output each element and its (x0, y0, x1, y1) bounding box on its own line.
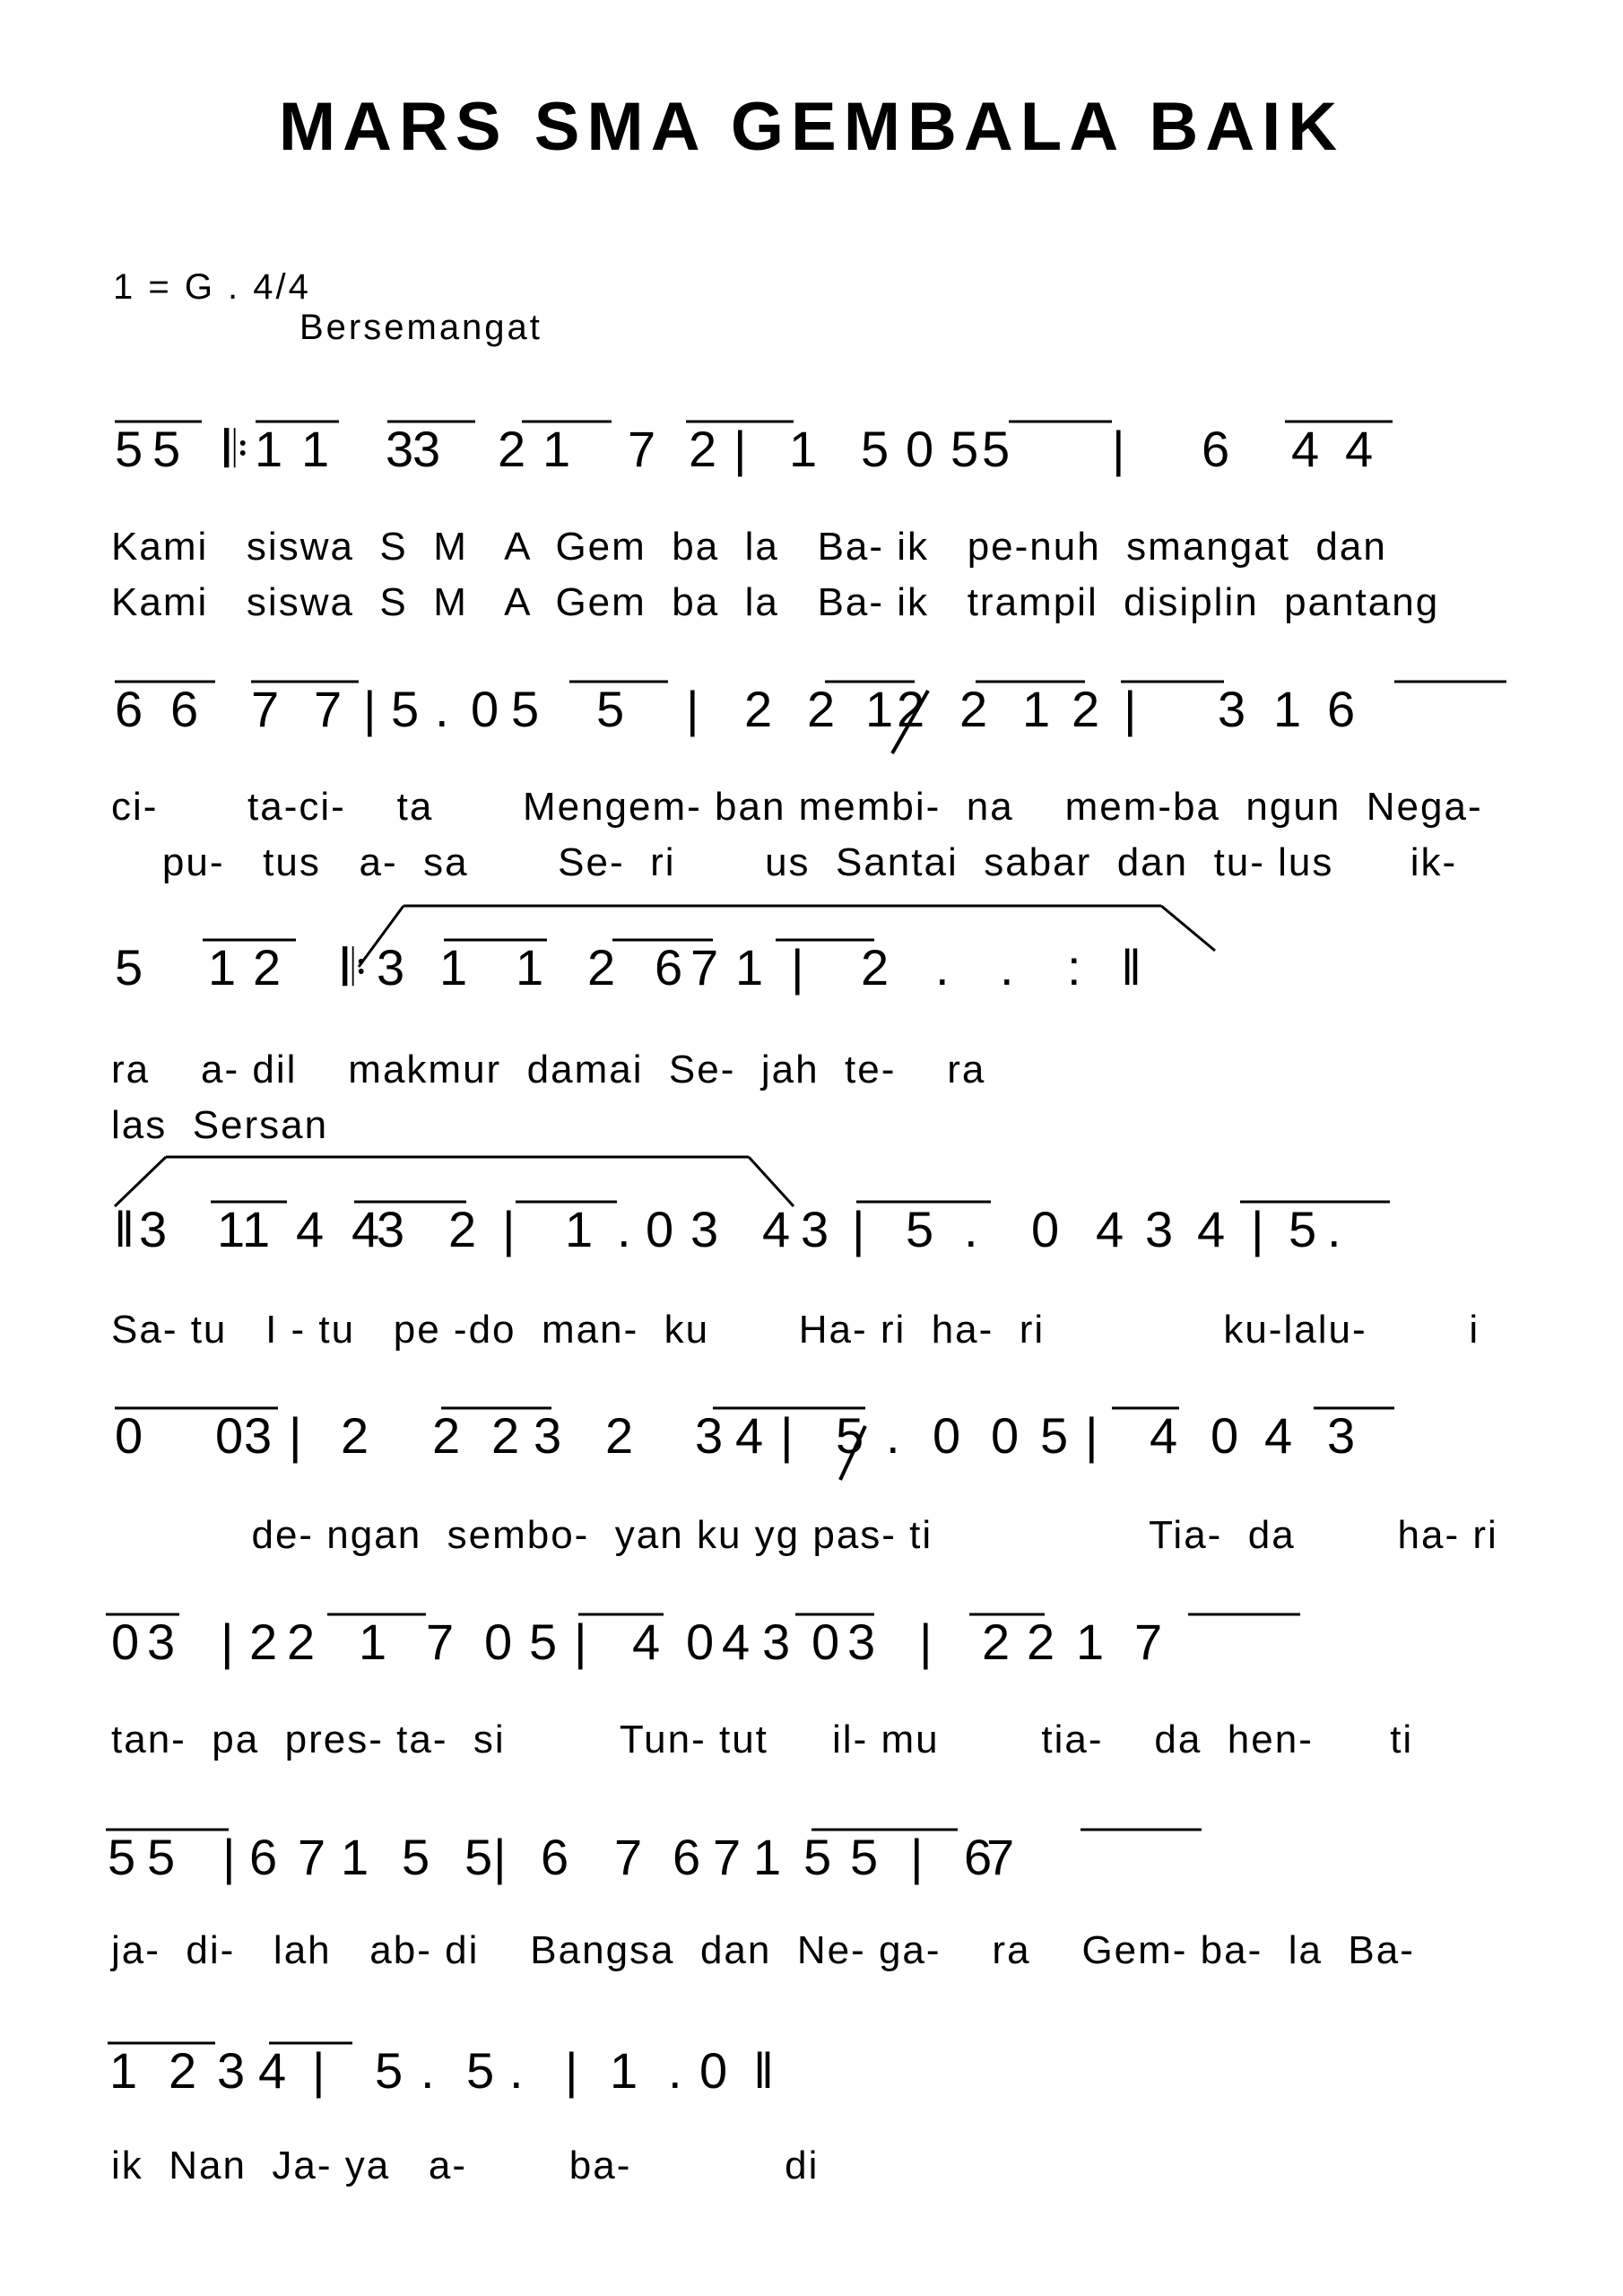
note-digit: 5 (596, 681, 625, 737)
note-digit: 0 (933, 1407, 961, 1464)
note-digit: 7 (251, 681, 280, 737)
note-digit: 5 (529, 1613, 558, 1670)
note-digit: 1 (439, 939, 468, 996)
note-digit: 0 (646, 1201, 674, 1257)
lyric-line-8: ik Nan Ja- ya a- ba- di (111, 2144, 820, 2187)
repeat-barline: ‖ (753, 2042, 775, 2099)
note-digit: 3 (377, 939, 405, 996)
barline: | (780, 1407, 794, 1464)
note-digit: 0 (215, 1407, 244, 1464)
note-digit: 0 (1031, 1201, 1060, 1257)
note-digit: 3 (695, 1407, 724, 1464)
note-digit: 5 (464, 1829, 493, 1885)
note-digit: 1 (542, 421, 571, 477)
note-digit: 4 (1096, 1201, 1124, 1257)
lyric-line-1b: Kami siswa S M A Gem ba la Ba- ik trampil disiplin pantang (111, 580, 1440, 624)
note-digit: 7 (628, 421, 656, 477)
note-digit: 0 (115, 1407, 143, 1464)
note-digit: 0 (1211, 1407, 1239, 1464)
note-digit: 3 (217, 2042, 246, 2099)
note-digit: 3 (534, 1407, 562, 1464)
note-digit: 2 (249, 1613, 278, 1670)
rhythm-dot: . (1327, 1201, 1341, 1257)
note-digit: 7 (614, 1829, 643, 1885)
tempo-marking: Bersemangat (299, 308, 542, 347)
note-digit: 0 (484, 1613, 513, 1670)
lyric-line-1a: Kami siswa S M A Gem ba la Ba- ik pe-nuh smangat dan (111, 525, 1387, 569)
repeat-barline: ‖ (1121, 939, 1142, 996)
rhythm-dot: . (435, 681, 449, 737)
note-digit: 5 (391, 681, 420, 737)
note-digit: 5 (950, 421, 979, 477)
note-digit: 2 (253, 939, 282, 996)
rhythm-dot: . (935, 939, 950, 996)
note-digit: 1 (1022, 681, 1051, 737)
note-digit: 4 (296, 1201, 325, 1257)
barline: | (733, 421, 747, 477)
rhythm-dot: . (964, 1201, 978, 1257)
note-digit: 1 (865, 681, 894, 737)
note-digit: 4 (258, 2042, 287, 2099)
rhythm-dot: . (1000, 939, 1014, 996)
note-digit: 6 (655, 939, 683, 996)
note-digit: 0 (906, 421, 934, 477)
note-digit: 1 (359, 1613, 387, 1670)
barline: | (919, 1613, 933, 1670)
note-digit: 3 (244, 1407, 273, 1464)
barline: | (289, 1407, 302, 1464)
note-digit: 2 (341, 1407, 369, 1464)
note-digit: 6 (249, 1829, 278, 1885)
note-digit: 0 (686, 1613, 715, 1670)
repeat-dots: : (1067, 939, 1081, 996)
note-digit: 2 (1027, 1613, 1055, 1670)
note-digit: 2 (448, 1201, 477, 1257)
note-digit: 4 (722, 1613, 751, 1670)
note-digit: 4 (1150, 1407, 1178, 1464)
note-digit: 7 (713, 1829, 742, 1885)
barline: | (852, 1201, 865, 1257)
lyric-line-3a: ra a- dil makmur damai Se- jah te- ra (111, 1048, 986, 1091)
note-digit: 2 (498, 421, 526, 477)
note-digit: 6 (115, 681, 143, 737)
note-digit: 3 (690, 1201, 719, 1257)
barline: | (221, 1613, 234, 1670)
note-digit: 7 (314, 681, 343, 737)
barline: | (363, 681, 377, 737)
rhythm-dot: . (886, 1407, 900, 1464)
barline: | (791, 939, 804, 996)
lyric-line-7: ja- di- lah ab- di Bangsa dan Ne- ga- ra Gem- ba- la Ba- (111, 1928, 1415, 1972)
note-digit: 2 (287, 1613, 316, 1670)
note-digit: 3 (377, 1201, 405, 1257)
note-digit: 1 (341, 1829, 369, 1885)
note-digit: 1 (255, 421, 283, 477)
note-digit: 3 (1145, 1201, 1174, 1257)
note-digit: 3 (147, 1613, 176, 1670)
note-digit: 5 (152, 421, 181, 477)
note-digit: 1 (565, 1201, 594, 1257)
note-digit: 6 (964, 1829, 993, 1885)
note-digit: 2 (807, 681, 836, 737)
note-digit: 4 (762, 1201, 791, 1257)
barline: | (1085, 1407, 1098, 1464)
note-digit: 1 (1273, 681, 1302, 737)
note-digit: 2 (1072, 681, 1100, 737)
note-digit: 3 (1218, 681, 1246, 737)
note-digit: 1 (208, 939, 237, 996)
note-digit: 1 (735, 939, 764, 996)
note-digit: 6 (673, 1829, 701, 1885)
note-digit: 2 (959, 681, 988, 737)
repeat-barline: 𝄆 (224, 421, 249, 477)
note-digit: 5 (803, 1829, 832, 1885)
barline: | (493, 1829, 507, 1885)
note-digit: 1 (301, 421, 330, 477)
slur-right (749, 1157, 794, 1206)
rhythm-dot: . (668, 2042, 682, 2099)
note-digit: 1 (1076, 1613, 1105, 1670)
note-digit: 6 (1202, 421, 1230, 477)
note-digit: 5 (115, 939, 143, 996)
repeat-barline: 𝄆 (343, 939, 368, 996)
barline: | (565, 2042, 578, 2099)
lyric-line-2b: pu- tus a- sa Se- ri us Santai sabar dan tu- lus ik- (111, 840, 1458, 884)
note-digit: 7 (986, 1829, 1015, 1885)
note-digit: 7 (690, 939, 719, 996)
note-digit: 2 (982, 1613, 1011, 1670)
note-digit: 5 (982, 421, 1011, 477)
note-digit: 4 (1197, 1201, 1226, 1257)
note-digit: 6 (1327, 681, 1356, 737)
note-digit: 6 (541, 1829, 569, 1885)
barline: | (1251, 1201, 1264, 1257)
barline: | (1124, 681, 1137, 737)
note-digit: 2 (169, 2042, 197, 2099)
note-digit: 7 (1134, 1613, 1163, 1670)
note-digit: 1 (109, 2042, 138, 2099)
note-digit: 3 (1327, 1407, 1356, 1464)
lyric-line-4: Sa- tu I - tu pe -do man- ku Ha- ri ha- ri ku-lalu- i (111, 1308, 1480, 1352)
note-digit: 5 (861, 421, 890, 477)
lyric-line-6: tan- pa pres- ta- si Tun- tut il- mu tia- da hen- ti (111, 1718, 1414, 1761)
note-digit: 7 (298, 1829, 326, 1885)
note-digit: 3 (139, 1201, 168, 1257)
key-signature: 1 = G . 4/4 (113, 267, 311, 307)
note-digit: 0 (699, 2042, 728, 2099)
note-digit: 2 (897, 681, 925, 737)
note-digit: 4 (1345, 421, 1374, 477)
note-digit: 5 (147, 1829, 176, 1885)
barline: | (1112, 421, 1125, 477)
note-digit: 5 (1040, 1407, 1069, 1464)
rhythm-dot: . (509, 2042, 524, 2099)
barline: | (502, 1201, 516, 1257)
note-digit: 3 (386, 421, 414, 477)
note-digit: 3 (801, 1201, 829, 1257)
note-digit: 2 (432, 1407, 461, 1464)
note-digit: 4 (632, 1613, 661, 1670)
note-digit: 0 (471, 681, 499, 737)
slur-left (115, 1157, 166, 1206)
note-digit: 1 (516, 939, 544, 996)
rhythm-dot: . (421, 2042, 435, 2099)
barline: | (312, 2042, 325, 2099)
note-digit: 5 (108, 1829, 136, 1885)
note-digit: 5 (850, 1829, 879, 1885)
note-digit: 1 (753, 1829, 782, 1885)
note-digit: 5 (402, 1829, 430, 1885)
note-digit: 4 (352, 1201, 380, 1257)
barline: | (686, 681, 699, 737)
slur-right (1161, 906, 1215, 951)
note-digit: 2 (861, 939, 890, 996)
note-digit: 0 (991, 1407, 1020, 1464)
note-digit: 1 (242, 1201, 271, 1257)
barline: | (574, 1613, 587, 1670)
note-digit: 7 (426, 1613, 455, 1670)
note-digit: 1 (610, 2042, 638, 2099)
note-digit: 5 (906, 1201, 934, 1257)
lyric-line-2a: ci- ta-ci- ta Mengem- ban membi- na mem-ba ngun Nega- (111, 785, 1483, 829)
note-digit: 3 (412, 421, 441, 477)
note-digit: 4 (1291, 421, 1320, 477)
song-title: MARS SMA GEMBALA BAIK (278, 89, 1345, 165)
note-digit: 2 (744, 681, 773, 737)
note-digit: 2 (605, 1407, 634, 1464)
note-digit: 3 (847, 1613, 876, 1670)
note-digit: 2 (587, 939, 616, 996)
note-digit: 0 (111, 1613, 140, 1670)
note-digit: 6 (170, 681, 199, 737)
note-digit: 4 (1264, 1407, 1293, 1464)
barline: | (222, 1829, 236, 1885)
note-digit: 4 (735, 1407, 764, 1464)
repeat-barline: ‖ (114, 1201, 135, 1257)
note-digit: 1 (789, 421, 818, 477)
note-digit: 5 (115, 421, 143, 477)
note-digit: 2 (491, 1407, 520, 1464)
note-digit: 0 (812, 1613, 840, 1670)
barline: | (910, 1829, 924, 1885)
note-digit: 5 (375, 2042, 404, 2099)
note-digit: 5 (836, 1407, 864, 1464)
note-digit: 1 (217, 1201, 246, 1257)
note-digit: 3 (762, 1613, 791, 1670)
note-digit: 5 (466, 2042, 495, 2099)
rhythm-dot: . (617, 1201, 631, 1257)
note-digit: 5 (1289, 1201, 1317, 1257)
lyric-line-3b: las Sersan (111, 1103, 329, 1147)
note-digit: 5 (511, 681, 540, 737)
lyric-line-5: de- ngan sembo- yan ku yg pas- ti Tia- da ha- ri (111, 1513, 1498, 1557)
note-digit: 2 (689, 421, 717, 477)
